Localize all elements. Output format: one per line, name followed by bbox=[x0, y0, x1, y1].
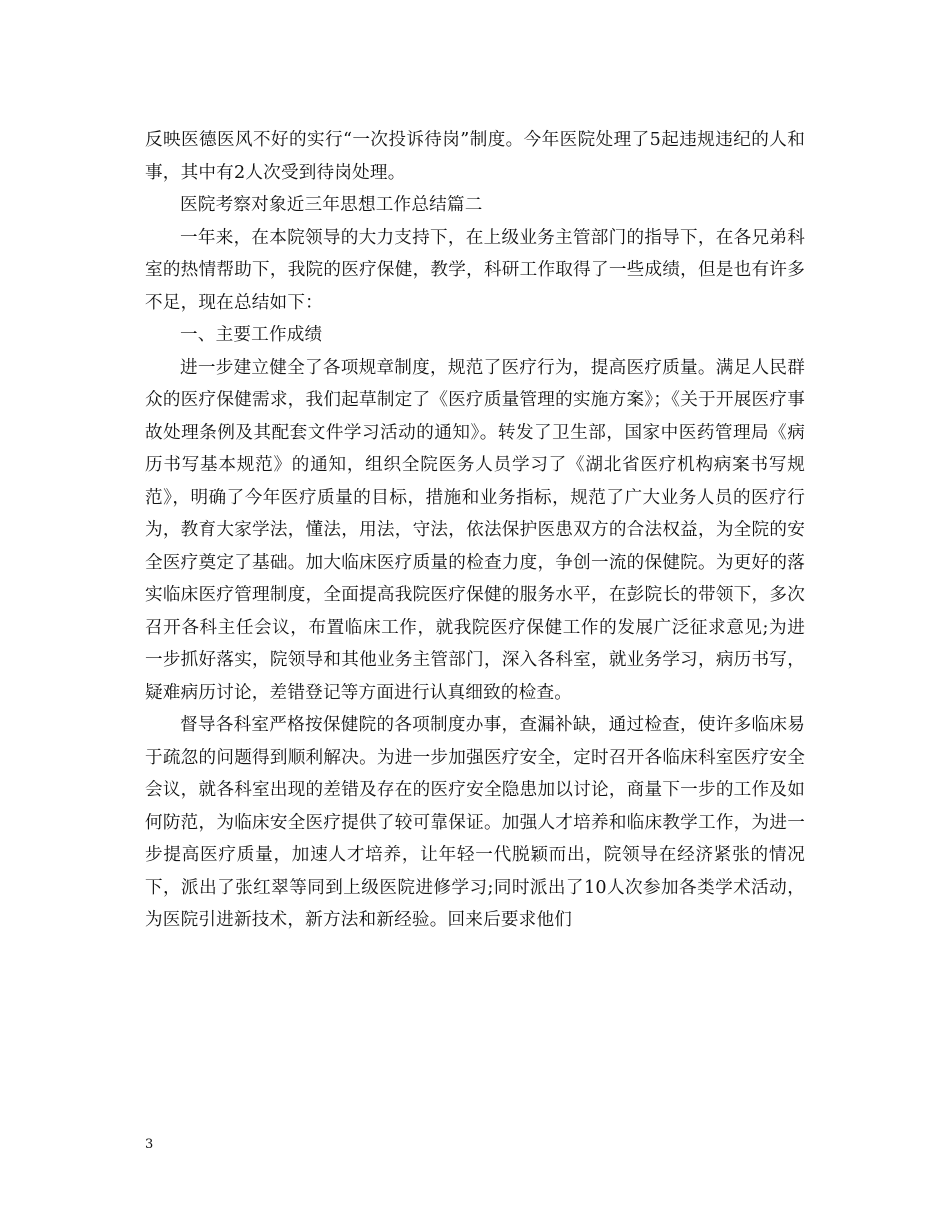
paragraph-regulations: 进一步建立健全了各项规章制度，规范了医疗行为，提高医疗质量。满足人民群众的医疗保健需求，我们起草制定了《医疗质量管理的实施方案》；《关于开展医疗事故处理条例及其配套文件学习活动的通知》。转发了卫生部，国家中医药管理局《病历书写基本规范》的通知，组织全院医务人员学习了《湖北省医疗机构病案书写规范》，明确了今年医疗质量的目标，措施和业务指标，规范了广大业务人员的医疗行为，教育大家学法，懂法，用法，守法，依法保护医患双方的合法权益，为全院的安全医疗奠定了基础。加大临床医疗质量的检查力度，争创一流的保健院。为更好的落实临床医疗管理制度，全面提高我院医疗保健的服务水平，在彭院长的带领下，多次召开各科主任会议，布置临床工作，就我院医疗保健工作的发展广泛征求意见;为进一步抓好落实，院领导和其他业务主管部门，深入各科室，就业务学习，病历书写，疑难病历讨论，差错登记等方面进行认真细致的检查。 bbox=[145, 357, 805, 703]
paragraph-intro: 一年来，在本院领导的大力支持下，在上级业务主管部门的指导下，在各兄弟科室的热情帮助下，我院的医疗保健，教学，科研工作取得了一些成绩，但是也有许多不足，现在总结如下： bbox=[145, 227, 805, 313]
page-number: 3 bbox=[145, 1137, 154, 1152]
subsection-heading: 一、主要工作成绩 bbox=[180, 325, 323, 345]
section-heading: 医院考察对象近三年思想工作总结篇二 bbox=[180, 195, 483, 215]
paragraph-continuation: 反映医德医风不好的实行“一次投诉待岗”制度。今年医院处理了5起违规违纪的人和事，其中有2人次受到待岗处理。 bbox=[145, 130, 805, 183]
paragraph-supervision: 督导各科室严格按保健院的各项制度办事，查漏补缺，通过检查，使许多临床易于疏忽的问题得到顺利解决。为进一步加强医疗安全，定时召开各临床科室医疗安全会议，就各科室出现的差错及存在的医疗安全隐患加以讨论，商量下一步的工作及如何防范，为临床安全医疗提供了较可靠保证。加强人才培养和临床教学工作，为进一步提高医疗质量，加速人才培养，让年轻一代脱颖而出，院领导在经济紧张的情况下，派出了张红翠等同到上级医院进修学习;同时派出了10人次参加各类学术活动，为医院引进新技术，新方法和新经验。回来后要求他们 bbox=[145, 715, 805, 930]
body-text bbox=[145, 124, 805, 937]
